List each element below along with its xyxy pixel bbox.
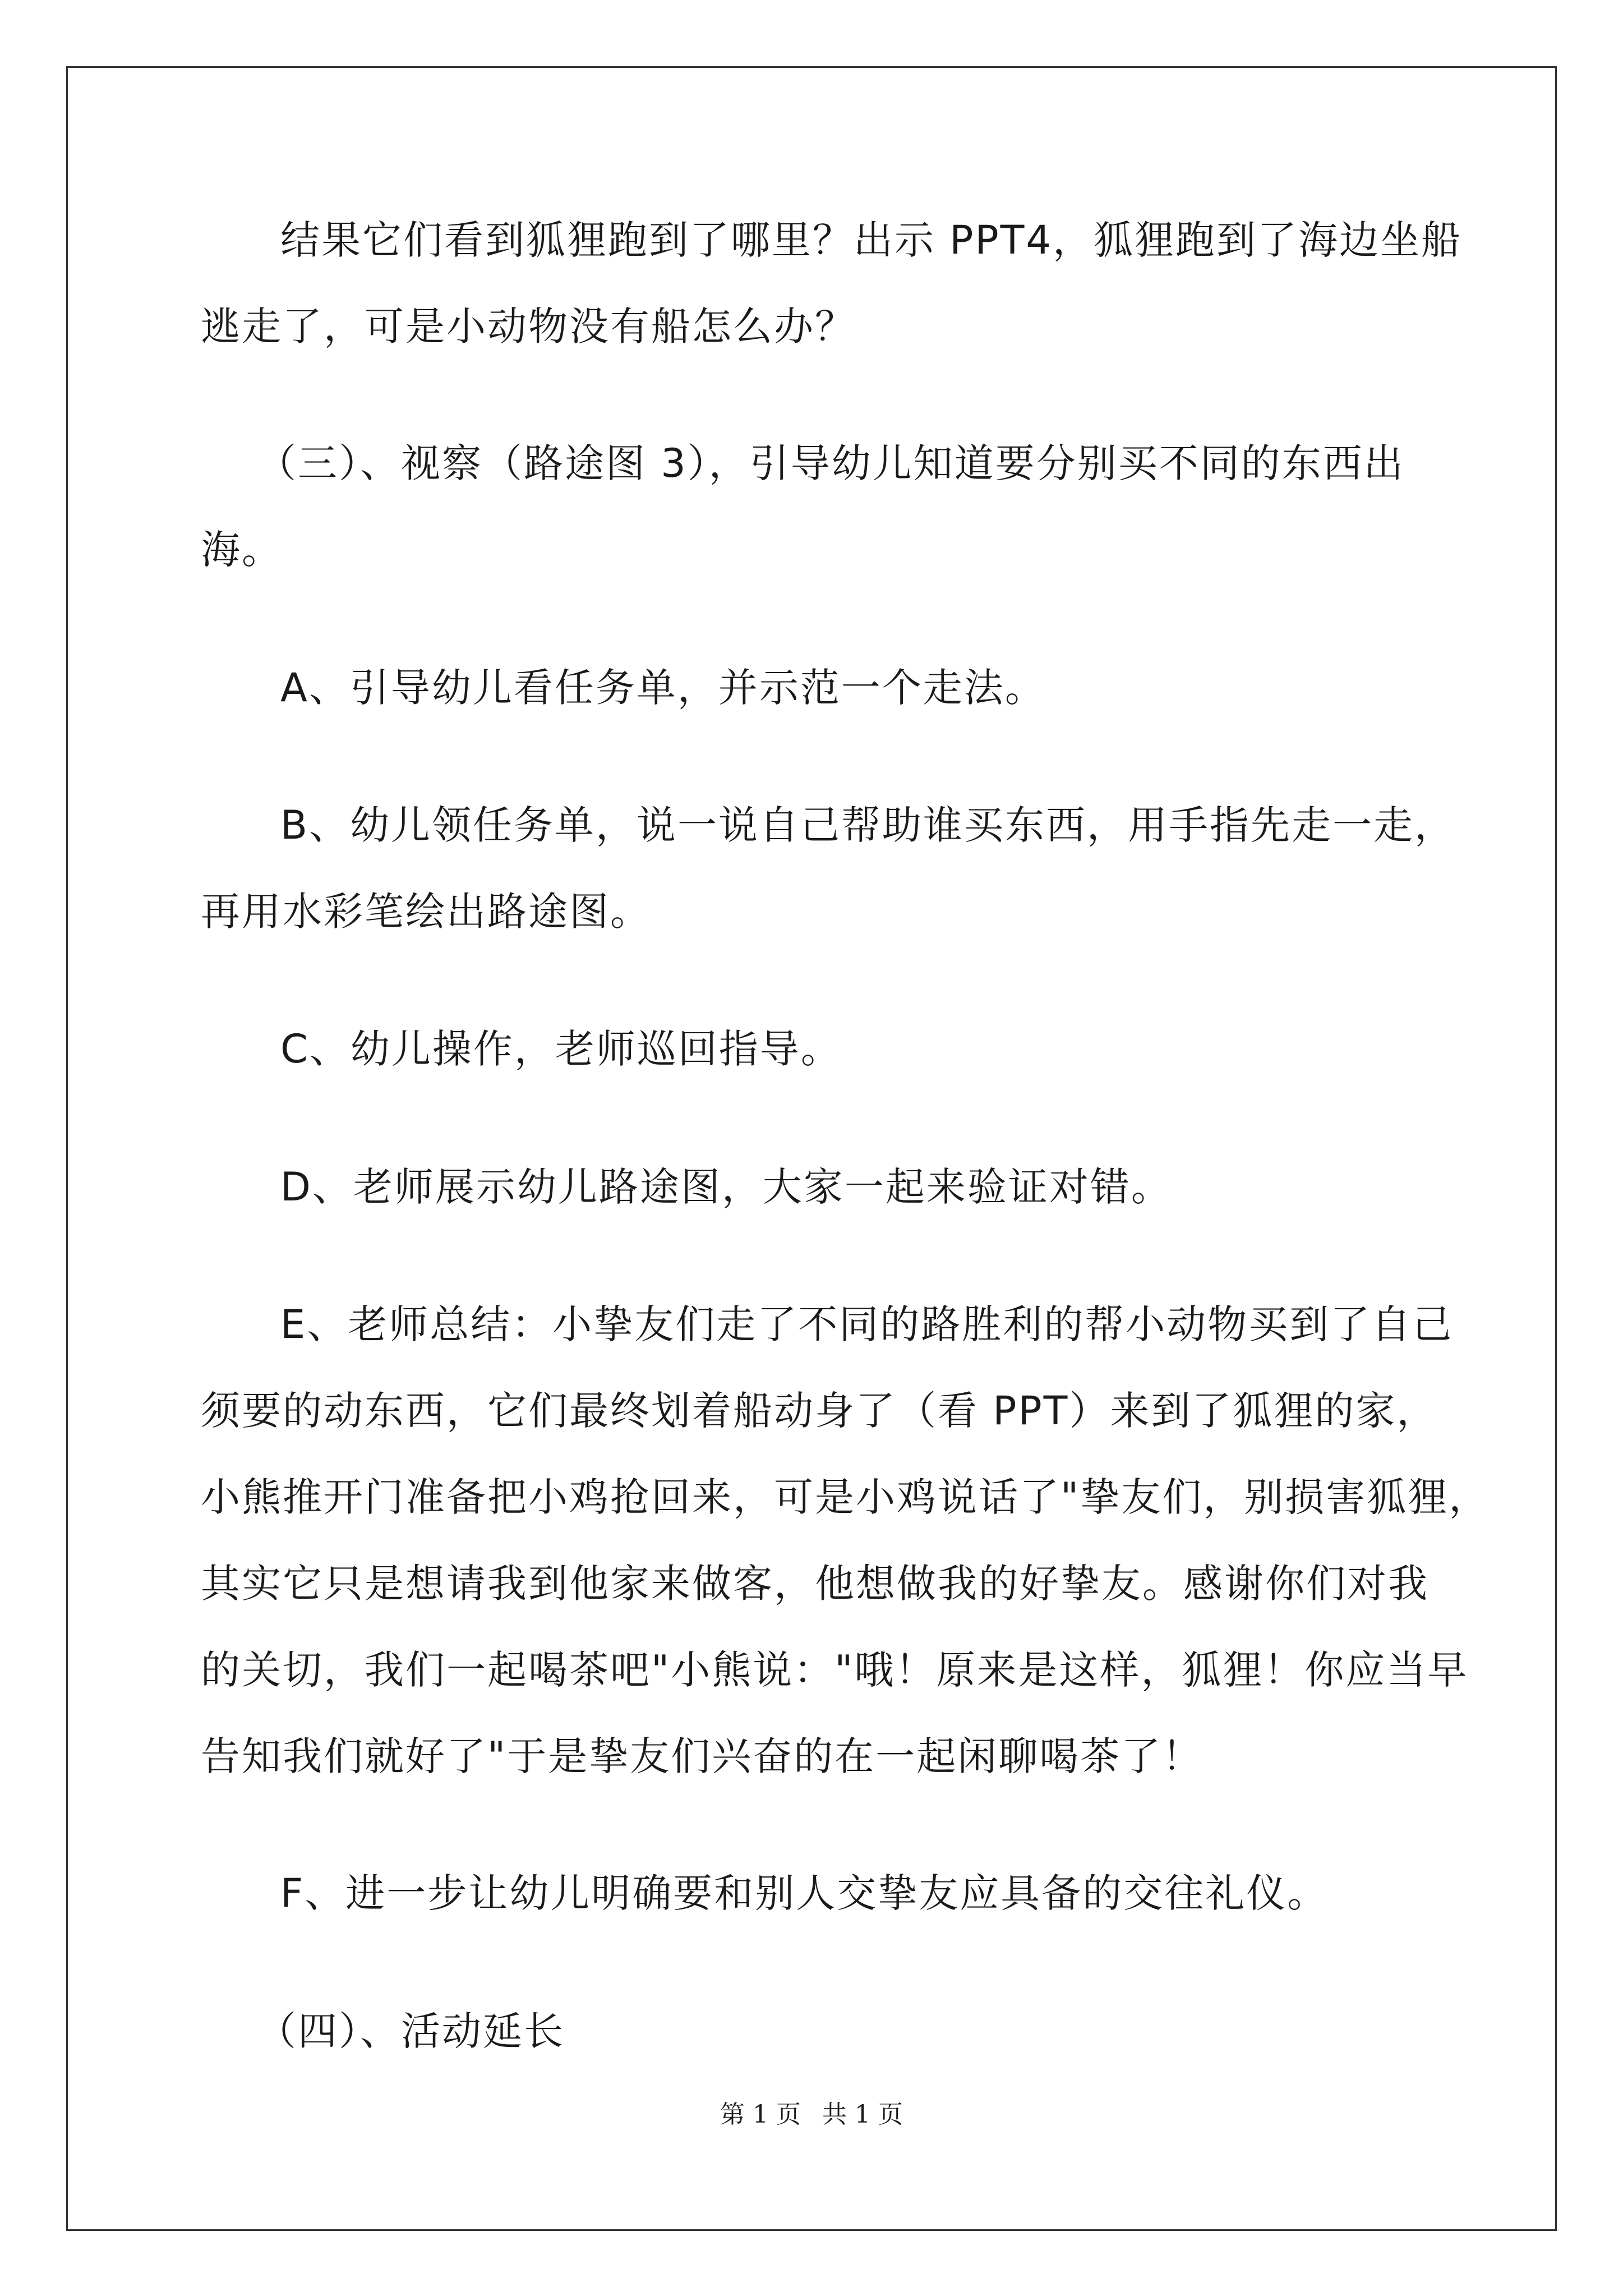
section-heading-4: （四）、活动延长	[257, 2008, 565, 2054]
list-item-d: D、老师展示幼儿路途图，大家一起来验证对错。	[280, 1164, 1172, 1210]
section-heading-3: （三）、视察（路途图 3），引导幼儿知道要分别买不同的东西出	[257, 440, 1405, 486]
list-item-e-cont-1: 须要的动东西，它们最终划着船动身了（看 PPT）来到了狐狸的家，	[201, 1388, 1438, 1434]
list-item-c: C、幼儿操作，老师巡回指导。	[280, 1026, 842, 1072]
list-item-b-cont: 再用水彩笔绘出路途图。	[201, 889, 651, 935]
paragraph-line-1: 结果它们看到狐狸跑到了哪里？出示 PPT4，狐狸跑到了海边坐船	[280, 217, 1462, 263]
page-footer	[0, 2101, 1623, 2129]
list-item-e-cont-4: 的关切，我们一起喝茶吧"小熊说："哦！原来是这样，狐狸！你应当早	[201, 1647, 1469, 1693]
page-number-current: 第 1 页	[720, 2100, 801, 2129]
list-item-e-cont-3: 其实它只是想请我到他家来做客，他想做我的好挚友。感谢你们对我	[201, 1561, 1429, 1607]
page-number-total: 共 1 页	[822, 2100, 903, 2129]
list-item-e: E、老师总结：小挚友们走了不同的路胜利的帮小动物买到了自己	[280, 1301, 1454, 1347]
list-item-b: B、幼儿领任务单，说一说自己帮助谁买东西，用手指先走一走，	[280, 802, 1456, 848]
paragraph-line-4: 海。	[201, 527, 283, 573]
list-item-a: A、引导幼儿看任务单，并示范一个走法。	[280, 665, 1046, 711]
list-item-e-cont-5: 告知我们就好了"于是挚友们兴奋的在一起闲聊喝茶了！	[201, 1733, 1204, 1779]
paragraph-line-2: 逃走了，可是小动物没有船怎么办？	[201, 303, 856, 349]
list-item-f: F、进一步让幼儿明确要和别人交挚友应具备的交往礼仪。	[280, 1870, 1329, 1916]
list-item-e-cont-2: 小熊推开门准备把小鸡抢回来，可是小鸡说话了"挚友们，别损害狐狸，	[201, 1474, 1490, 1520]
